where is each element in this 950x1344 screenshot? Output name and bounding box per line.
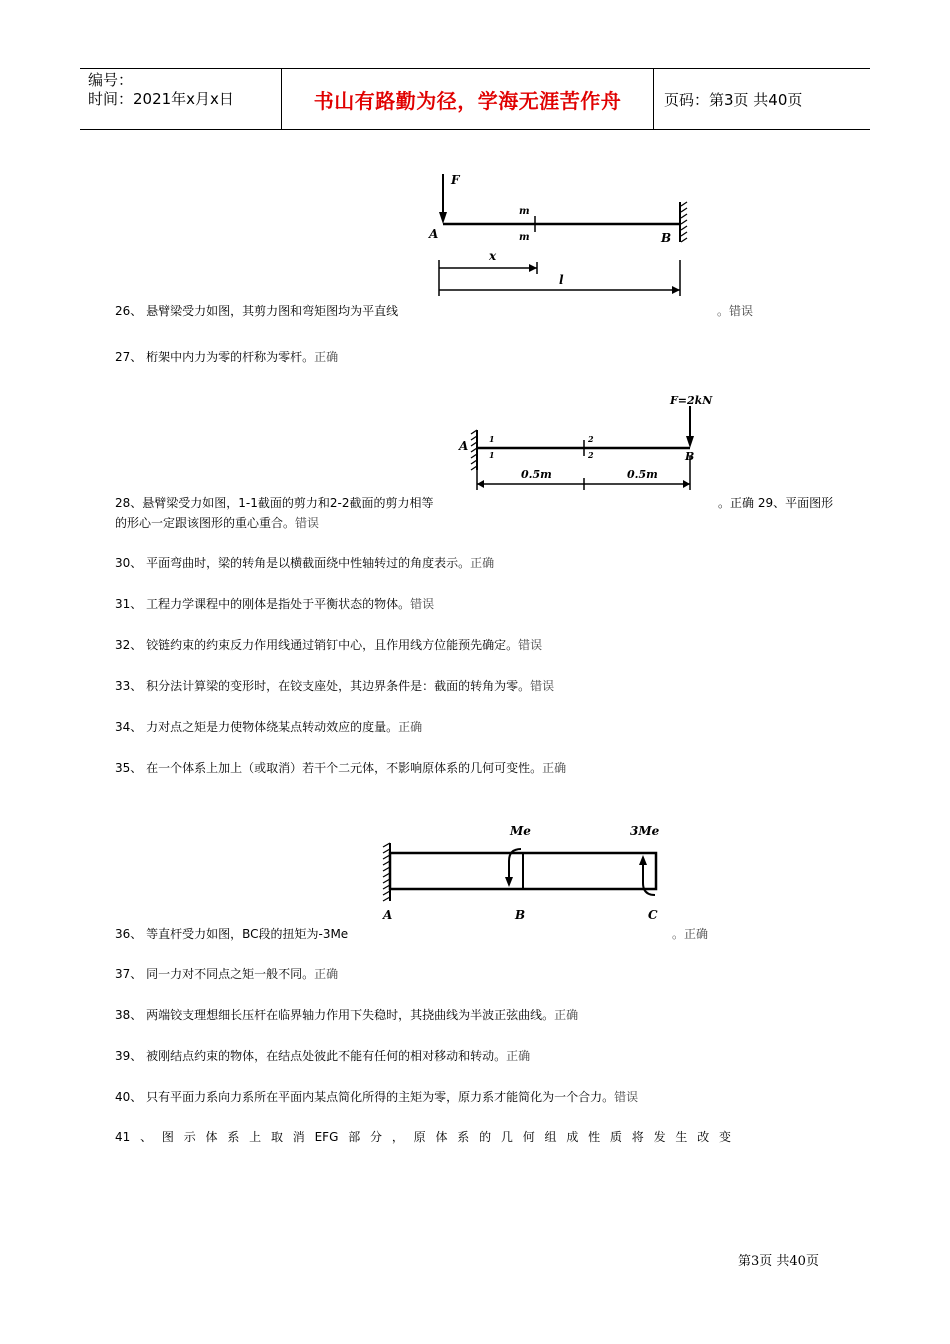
question-text: 34、 力对点之矩是力使物体绕某点转动效应的度量。	[115, 720, 399, 734]
question-40	[115, 1089, 638, 1105]
question-text: 26、 悬臂梁受力如图，其剪力图和弯矩图均为平直线	[115, 304, 399, 318]
figure-cantilever-2	[455, 390, 720, 500]
question-33	[115, 678, 554, 694]
answer-text: 错误	[410, 597, 435, 611]
figure-cantilever-1	[425, 168, 695, 303]
answer-text: 正确	[554, 1008, 579, 1022]
question-text: 37、 同一力对不同点之矩一般不同。	[115, 967, 315, 981]
question-text: 38、 两端铰支理想细长压杆在临界轴力作用下失稳时，其挠曲线为半波正弦曲线。	[115, 1008, 555, 1022]
fig1-label-x: x	[489, 249, 497, 263]
question-28	[115, 495, 433, 511]
answer-text: 正确	[470, 556, 495, 570]
fig3-label-Me: Me	[510, 824, 531, 838]
page-header	[80, 68, 870, 130]
fig2-label-1a: 1	[489, 434, 495, 444]
fig2-label-d1: 0.5m	[521, 468, 552, 481]
question-30	[115, 555, 494, 571]
fig1-label-m-top: m	[519, 206, 530, 217]
question-41	[115, 1129, 731, 1145]
fig2-label-2a: 2	[588, 434, 594, 444]
answer-text: 错误	[530, 679, 555, 693]
question-text: 的形心一定跟该图形的重心重合。	[115, 516, 296, 530]
question-text: 41 、 图 示 体 系 上 取 消 EFG 部 分 ， 原 体 系 的 几 何 组 成 性 质 将 发 生 改 变	[115, 1130, 732, 1144]
question-27	[115, 349, 338, 365]
answer-26: 。错误	[717, 304, 754, 318]
fig3-label-A: A	[383, 908, 393, 922]
answer-text: 正确	[398, 720, 423, 734]
question-text: 39、 被刚结点约束的物体，在结点处彼此不能有任何的相对移动和转动。	[115, 1049, 507, 1063]
question-text: 35、 在一个体系上加上（或取消）若干个二元体，不影响原体系的几何可变性。	[115, 761, 543, 775]
fig1-label-m-bot: m	[519, 232, 530, 243]
fig1-label-A: A	[429, 227, 439, 241]
question-text: 40、 只有平面力系向力系所在平面内某点简化所得的主矩为零，原力系才能简化为一个合力。	[115, 1090, 615, 1104]
fig2-label-A: A	[459, 439, 469, 453]
question-26	[115, 303, 398, 319]
question-31	[115, 596, 434, 612]
header-motto: 书山有路勤为径，学海无涯苦作舟	[282, 69, 654, 129]
question-34	[115, 719, 422, 735]
question-32	[115, 637, 542, 653]
fig2-label-2b: 2	[588, 450, 594, 460]
question-38	[115, 1007, 578, 1023]
number-label: 编号：	[88, 71, 134, 89]
answer-text: 正确	[314, 967, 339, 981]
time-label: 时间：2021年x月x日	[88, 90, 234, 108]
answer-text: 错误	[295, 516, 320, 530]
fig3-label-B: B	[515, 908, 526, 922]
fig2-label-B: B	[685, 450, 695, 463]
question-36	[115, 926, 348, 942]
question-text: 31、 工程力学课程中的刚体是指处于平衡状态的物体。	[115, 597, 411, 611]
answer-text: 错误	[518, 638, 543, 652]
answer-text: 正确	[314, 350, 339, 364]
page-footer: 第3页 共40页	[738, 1254, 819, 1269]
question-37	[115, 966, 338, 982]
figure-torsion-shaft	[375, 815, 675, 927]
answer-text: 正确	[506, 1049, 531, 1063]
question-29	[115, 515, 319, 531]
question-text: 36、 等直杆受力如图，BC段的扭矩为-3Me	[115, 927, 349, 941]
answer-36: 。正确	[672, 927, 709, 941]
question-39	[115, 1048, 530, 1064]
question-35	[115, 760, 566, 776]
fig3-label-C: C	[648, 908, 658, 922]
fig3-label-3Me: 3Me	[630, 824, 660, 838]
fig1-label-B: B	[661, 231, 672, 245]
question-text: 27、 桁架中内力为零的杆称为零杆。	[115, 350, 315, 364]
question-text: 30、 平面弯曲时，梁的转角是以横截面绕中性轴转过的角度表示。	[115, 556, 471, 570]
fig2-label-d2: 0.5m	[627, 468, 658, 481]
fig2-label-1b: 1	[489, 450, 495, 460]
answer-text: 正确	[542, 761, 567, 775]
header-meta	[80, 69, 282, 129]
fig2-label-F: F=2kN	[670, 394, 713, 407]
answer-text: 错误	[614, 1090, 639, 1104]
header-page-info: 页码：第3页 共40页	[664, 90, 803, 109]
fig1-label-l: l	[559, 273, 564, 287]
question-text: 28、悬臂梁受力如图，1-1截面的剪力和2-2截面的剪力相等	[115, 496, 434, 510]
question-text: 32、 铰链约束的约束反力作用线通过销钉中心，且作用线方位能预先确定。	[115, 638, 519, 652]
answer-28: 。正确 29、平面图形	[718, 496, 834, 510]
question-text: 33、 积分法计算梁的变形时，在铰支座处，其边界条件是：截面的转角为零。	[115, 679, 531, 693]
fig1-label-F: F	[451, 173, 460, 187]
